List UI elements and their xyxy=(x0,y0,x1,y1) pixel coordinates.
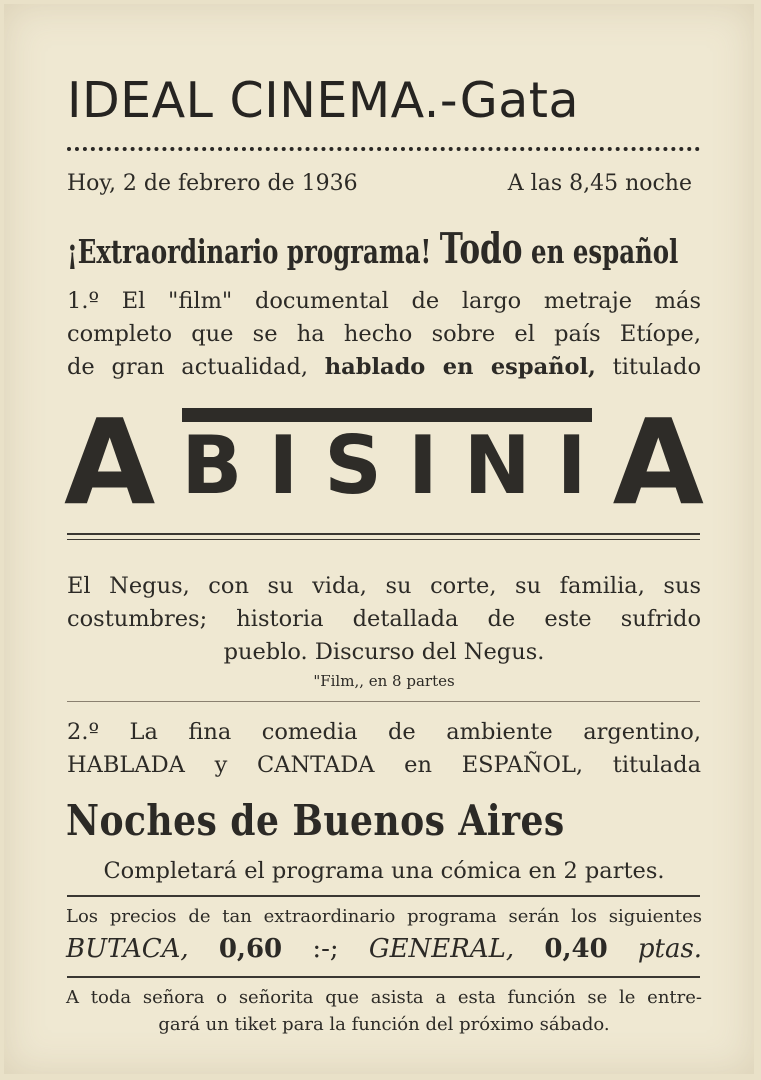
film2-line1: 2.º La fina comedia de ambiente argentino, xyxy=(67,719,701,745)
film1-parts: "Film,, en 8 partes xyxy=(313,672,455,690)
headline-part3: en español xyxy=(531,232,679,271)
film1-line2: completo que se ha hecho sobre el país Etíope, xyxy=(67,321,701,347)
general-price: 0,40 xyxy=(544,934,608,964)
film1-desc3: pueblo. Discurso del Negus. xyxy=(223,639,545,665)
footer-line1: A toda señora o señorita que asista a esta función se le entre- xyxy=(66,987,702,1008)
headline xyxy=(67,224,703,273)
film1-desc1: El Negus, con su vida, su corte, su familia, sus xyxy=(67,573,701,599)
footer-note xyxy=(66,984,702,1038)
headline-part1: ¡Extraordinario programa! xyxy=(67,232,432,271)
footer-line2: gará un tiket para la función del próximo sábado. xyxy=(158,1014,610,1035)
film1-title-letter: S xyxy=(324,419,382,512)
film1-title-letter: I xyxy=(268,419,299,512)
film1-title-letter: I xyxy=(407,419,438,512)
film1-desc2: costumbres; historia detallada de este sufrido xyxy=(67,606,701,632)
film1-description xyxy=(67,570,701,669)
film1-title-letter: A xyxy=(64,393,156,531)
film1-title xyxy=(64,393,704,531)
prices-rule-top xyxy=(67,895,700,897)
general-label: GENERAL, xyxy=(368,934,515,964)
film2-line2: HABLADA y CANTADA en ESPAÑOL, titulada xyxy=(67,752,701,778)
section-divider xyxy=(67,701,700,702)
cinema-title: IDEAL CINEMA.-Gata xyxy=(67,72,580,129)
price-separator: :-; xyxy=(312,934,339,964)
film1-line3-b: hablado en español, xyxy=(324,354,596,380)
butaca-price: 0,60 xyxy=(218,934,283,964)
film1-title-letter: N xyxy=(463,419,531,512)
show-date: Hoy, 2 de febrero de 1936 xyxy=(67,171,358,196)
butaca-label: BUTACA, xyxy=(66,934,189,964)
prices-rule-bottom xyxy=(67,976,700,978)
prices-intro: Los precios de tan extraordinario programa serán los siguientes xyxy=(66,906,702,927)
abisinia-rule-top xyxy=(67,533,700,535)
film1-title-letter: I xyxy=(556,419,587,512)
film2-extra: Completará el programa una cómica en 2 partes. xyxy=(103,858,665,884)
film1-intro xyxy=(67,285,701,384)
title-dotted-rule xyxy=(67,147,700,151)
film1-line3-c: titulado xyxy=(612,354,702,380)
film1-title-letter: A xyxy=(612,393,704,531)
show-time: A las 8,45 noche xyxy=(507,171,692,196)
film2-title: Noches de Buenos Aires xyxy=(66,796,565,845)
currency: ptas. xyxy=(637,934,703,964)
handbill xyxy=(4,4,754,1074)
film1-line1: 1.º El "film" documental de largo metraje más xyxy=(67,288,701,314)
film1-title-letter: B xyxy=(181,419,243,512)
headline-part2: Todo xyxy=(439,224,523,273)
film2-intro xyxy=(67,716,701,782)
film1-line3-a: de gran actualidad, xyxy=(67,354,309,380)
film1-title-letters xyxy=(64,393,704,531)
abisinia-rule-bottom xyxy=(67,539,700,540)
film1-line3 xyxy=(67,351,701,384)
prices-line xyxy=(66,934,702,964)
